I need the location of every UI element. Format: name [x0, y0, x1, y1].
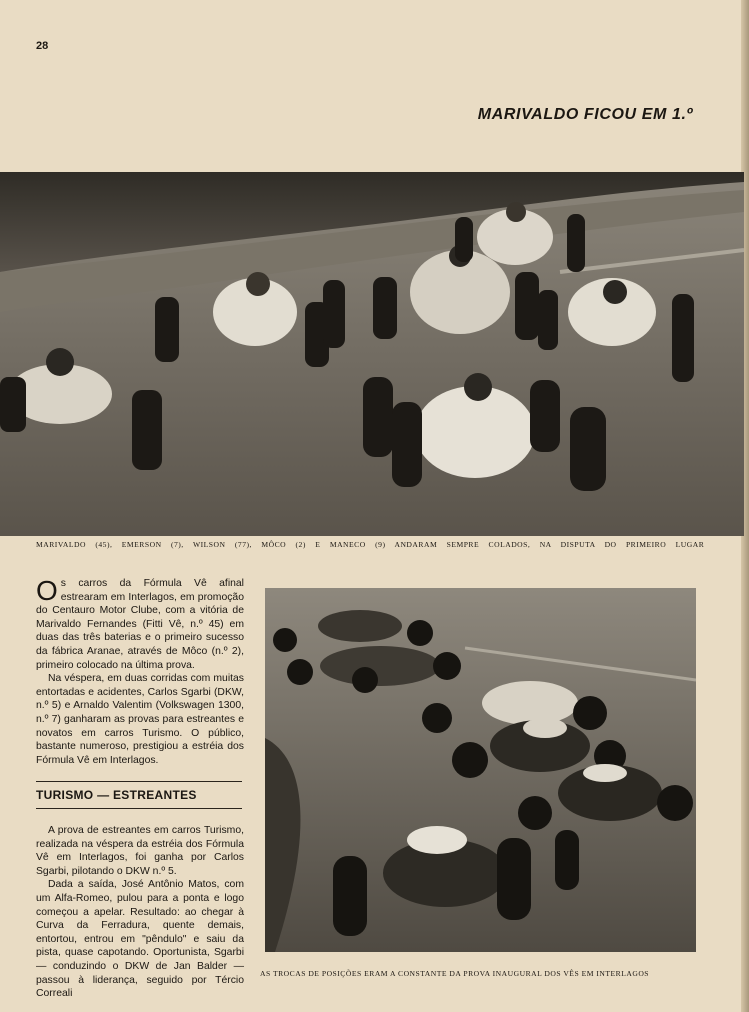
headline: MARIVALDO FICOU EM 1.º — [477, 106, 693, 123]
caption-bottom-photo: AS TROCAS DE POSIÇÕES ERAM A CONSTANTE DA PROVA INAUGURAL DOS VÊS EM INTERLAGOS — [260, 969, 650, 978]
paragraph-3: A prova de estreantes em carros Turismo, realizada na véspera da estréia dos Fórmula Vê em Interlagos, foi ganha por Carlos Sgarbi, pilotando o DKW n.º 5. — [36, 825, 244, 877]
page-number: 28 — [36, 40, 49, 52]
section-rule-top — [36, 781, 242, 782]
caption-top-photo: MARIVALDO (45), EMERSON (7), WILSON (77), MÔCO (2) E MANECO (9) ANDARAM SEMPRE COLADOS, NA DISPUTA DO PRIMEIRO LUGAR — [36, 540, 705, 549]
race-photo-bottom — [265, 588, 696, 952]
paragraph-4: Dada a saída, José Antônio Matos, com um Alfa-Romeo, pulou para a ponta e logo começou a apelar. Resultado: ao chegar à Curva da Ferradura, quente demais, entortou, entrou em "pêndulo" e saiu da pista, quase capotando. Oportunista, Sgarbi — conduzindo o DKW de Jan Balder — passou à liderança, seguido por Tércio Correali — [36, 879, 244, 1000]
paragraph-2: Na véspera, em duas corridas com muitas entortadas e acidentes, Carlos Sgarbi (DKW, n.º 5) e Arnaldo Valentim (Volkswagen 1300, n.º 7) ganharam as provas para estreantes e novatos em carros Turismo. O público, bastante numeroso, prestigiou a estréia dos Fórmula Vê em Interlagos. — [36, 673, 244, 766]
section-rule-bottom — [36, 808, 242, 809]
paragraph-1-text: s carros da Fórmula Vê afinal estrearam em Interlagos, em promoção do Centauro Motor Clube, com a vitória de Marivaldo Fernandes (Fitti Vê, n.º 45) em duas das três baterias e o primeiro sucesso da fábrica Aranae, através de Môco (n.º 2), primeiro colocado na última prova. — [36, 578, 244, 671]
dropcap: O — [36, 575, 58, 606]
article-column-top — [36, 577, 244, 767]
section-title: TURISMO — ESTREANTES — [36, 788, 197, 802]
race-photo-top — [0, 172, 744, 536]
paragraph-1 — [36, 577, 244, 672]
article-column-bottom — [36, 824, 244, 1001]
